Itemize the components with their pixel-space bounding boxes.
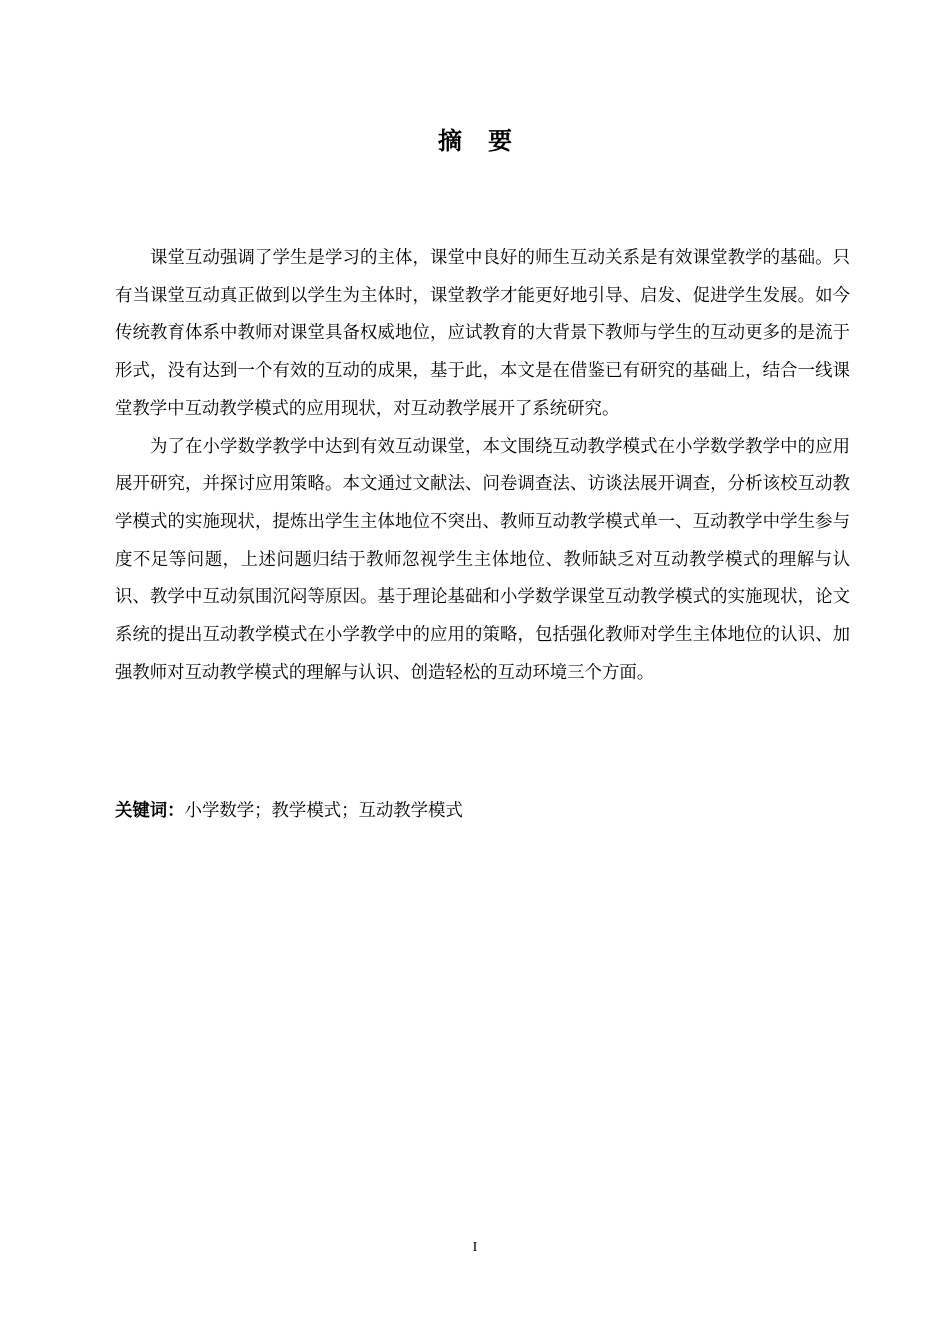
page-title: [0, 123, 950, 159]
keywords-value: 小学数学；教学模式；互动教学模式: [184, 801, 463, 821]
keywords-line: [115, 793, 850, 830]
keywords-label: 关键词：: [115, 801, 185, 821]
title-char-2: 要: [488, 127, 512, 155]
abstract-paragraph-1: 课堂互动强调了学生是学习的主体，课堂中良好的师生互动关系是有效课堂教学的基础。只有当课堂互动真正做到以学生为主体时，课堂教学才能更好地引导、启发、促进学生发展。如今传统教育体系中教师对课堂具备权威地位，应试教育的大背景下教师与学生的互动更多的是流于形式，没有达到一个有效的互动的成果，基于此，本文是在借鉴已有研究的基础上，结合一线课堂教学中互动教学模式的应用现状，对互动教学展开了系统研究。: [115, 248, 850, 419]
abstract-body: [115, 240, 850, 692]
page-number: I: [472, 1240, 478, 1255]
title-char-1: 摘: [438, 127, 462, 155]
abstract-paragraph-2: 为了在小学数学教学中达到有效互动课堂，本文围绕互动教学模式在小学数学教学中的应用展开研究，并探讨应用策略。本文通过文献法、问卷调查法、访谈法展开调查，分析该校互动教学模式的实施现状，提炼出学生主体地位不突出、教师互动教学模式单一、互动教学中学生参与度不足等问题，上述问题归结于教师忽视学生主体地位、教师缺乏对互动教学模式的理解与认识、教学中互动氛围沉闷等原因。基于理论基础和小学数学课堂互动教学模式的实施现状，论文系统的提出互动教学模式在小学教学中的应用的策略，包括强化教师对学生主体地位的认识、加强教师对互动教学模式的理解与认识、创造轻松的互动环境三个方面。: [115, 436, 850, 683]
